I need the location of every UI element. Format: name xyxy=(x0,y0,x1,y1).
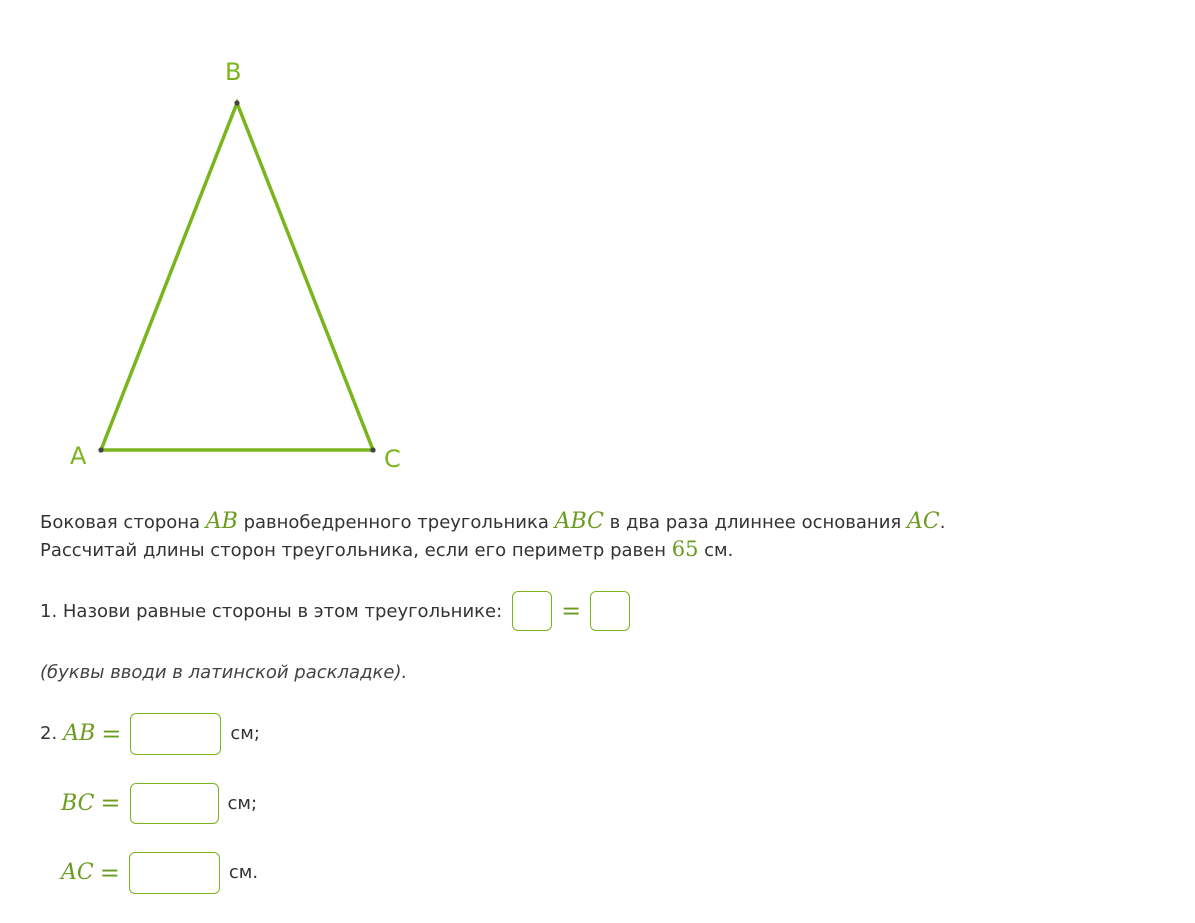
problem-statement xyxy=(40,508,945,564)
vertex-point-b xyxy=(234,100,239,105)
question-1-row xyxy=(40,590,630,632)
problem-text: равнобедренного треугольника xyxy=(237,512,555,533)
problem-text: Рассчитай длины сторон треугольника, если его периметр равен xyxy=(40,540,672,561)
question-2-ab-row xyxy=(40,712,260,755)
question-1-label: 1. Назови равные стороны в этом треугольнике: xyxy=(40,600,503,622)
ac-math-label: AC xyxy=(61,860,94,885)
ab-length-input[interactable] xyxy=(130,713,221,755)
equal-side-input-1[interactable] xyxy=(512,591,552,631)
problem-text: в два раза длиннее основания xyxy=(603,512,907,533)
vertex-label-b: B xyxy=(225,58,242,86)
problem-line-2 xyxy=(40,536,945,564)
equals-sign: = xyxy=(100,789,121,817)
triangle-figure xyxy=(0,0,520,480)
perimeter-value: 65 xyxy=(671,537,699,561)
problem-line-1 xyxy=(40,508,945,536)
unit-label: см; xyxy=(227,792,258,814)
unit-label: см; xyxy=(230,723,260,744)
problem-text: . xyxy=(939,512,946,533)
problem-text: Боковая сторона xyxy=(40,512,206,533)
side-ab-math: AB xyxy=(205,509,238,534)
equals-sign: = xyxy=(99,858,120,887)
bc-math-label: BC xyxy=(61,790,95,816)
equals-sign: = xyxy=(561,597,582,625)
layout-note: (буквы вводи в латинской раскладке). xyxy=(40,661,408,683)
triangle-abc-math: ABC xyxy=(554,509,604,534)
vertex-label-c: C xyxy=(384,445,401,473)
side-ac-math: AC xyxy=(906,509,940,534)
equals-sign: = xyxy=(101,719,122,748)
bc-length-input[interactable] xyxy=(130,783,219,824)
ab-math-label: AB xyxy=(63,721,96,746)
question-2-number: 2. xyxy=(40,723,58,744)
problem-text: см. xyxy=(698,540,734,561)
vertex-point-a xyxy=(98,447,103,452)
unit-label: см. xyxy=(228,862,259,883)
equal-side-input-2[interactable] xyxy=(590,591,630,631)
vertex-label-a: A xyxy=(70,442,87,470)
ac-length-input[interactable] xyxy=(129,852,220,894)
triangle-abc xyxy=(101,103,373,450)
question-2-bc-row xyxy=(61,782,257,824)
question-2-ac-row xyxy=(61,851,258,894)
vertex-point-c xyxy=(370,447,375,452)
